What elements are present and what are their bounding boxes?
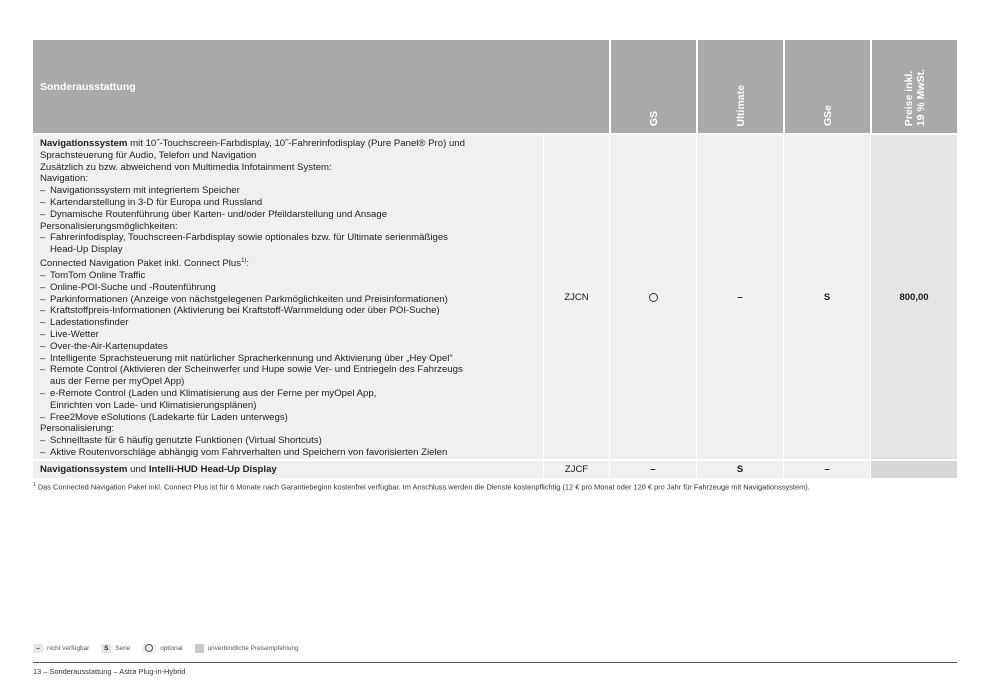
legend-item-price <box>195 644 299 653</box>
dash-icon: – <box>33 644 43 653</box>
desc-bullet: – Kartendarstellung in 3-D für Europa und Russland <box>40 197 540 209</box>
desc-bullet: – Schnelltaste für 6 häufig genutzte Funktionen (Virtual Shortcuts) <box>40 435 540 447</box>
desc-bullet: – Dynamische Routenführung über Karten- und/oder Pfeildarstellung und Ansage <box>40 209 540 221</box>
desc-bullet: – Online-POI-Suche und -Routenführung <box>40 282 540 294</box>
description-cell <box>33 461 543 478</box>
page-footer: 13 – Sonderausstattung – Astra Plug-in-Hybrid <box>33 667 186 676</box>
legend-label: nicht verfügbar <box>47 644 90 652</box>
header-col-gse <box>784 40 870 133</box>
desc-continuation: Einrichten von Lade- und Klimatisierungsplänen) <box>50 399 257 411</box>
desc-bullet: – TomTom Online Traffic <box>40 270 540 282</box>
footnote-mark: 1) <box>241 257 247 264</box>
header-col-gse-label: GSe <box>821 104 834 126</box>
table-row <box>33 135 957 459</box>
desc-line: mit 10˝-Touchscreen-Farbdisplay, 10˝-Fahrerinfodisplay (Pure Panel® Pro) und <box>130 138 465 149</box>
footnote <box>33 482 810 491</box>
header-col-ultimate <box>697 40 783 133</box>
header-col-price-label <box>902 69 926 126</box>
description-text <box>40 464 540 476</box>
desc-line: Navigation: <box>40 173 88 185</box>
desc-bullet: – Remote Control (Aktivieren der Scheinwerfer und Hupe sowie Ver- und Entriegeln des Fahrzeugs <box>40 364 540 376</box>
equipment-table <box>33 40 957 475</box>
legend-item-optional <box>142 644 182 653</box>
desc-bullet: – Kraftstoffpreis-Informationen (Aktivierung bei Kraftstoff-Warnmeldung oder über POI-Suche) <box>40 305 540 317</box>
legend-label: unverbindliche Preisempfehlung <box>207 644 299 652</box>
ultimate-cell: S <box>697 461 783 478</box>
footnote-mark: 1 <box>33 482 36 488</box>
desc-continuation: aus der Ferne per myOpel App) <box>50 376 185 388</box>
legend-label: optional <box>160 644 183 652</box>
desc-bullet: – Navigationssystem mit integriertem Speicher <box>40 185 540 197</box>
grey-box-icon <box>195 644 204 653</box>
footnote-text: Das Connected Navigation Paket inkl. Connect Plus ist für 6 Monate nach Garantiebeginn kostenfrei verfügbar. Im Anschluss werden die Dienste kostenpflichtig (12 € pro Monat oder 120 € pro Jahr für Fahrzeuge mit Navigationssystem). <box>37 482 810 492</box>
desc-connector: und <box>130 464 147 475</box>
desc-bullet: – Intelligente Sprachsteuerung mit natürlicher Spracherkennung und Aktivierung über „Hey Opel“ <box>40 353 540 365</box>
code-cell: ZJCN <box>544 135 609 459</box>
desc-bullet: – Parkinformationen (Anzeige von nächstgelegenen Parkmöglichkeiten und Preisinformationen) <box>40 294 540 306</box>
legend-label: Serie <box>115 644 131 652</box>
header-title: Sonderausstattung <box>40 81 136 93</box>
header-col-price <box>871 40 957 133</box>
gse-cell: S <box>784 135 870 459</box>
row-title: Navigationssystem <box>40 138 128 149</box>
desc-bullet: – Live-Wetter <box>40 329 540 341</box>
desc-bullet: – Over-the-Air-Kartenupdates <box>40 341 540 353</box>
gs-cell: – <box>610 461 696 478</box>
header-col-gs <box>610 40 696 133</box>
legend-item-standard <box>101 644 130 653</box>
description-cell <box>33 135 543 459</box>
desc-line: Personalisierungsmöglichkeiten: <box>40 220 178 232</box>
legend-item-not-available <box>33 644 89 653</box>
gs-cell <box>610 135 696 459</box>
desc-bullet: – Free2Move eSolutions (Ladekarte für Laden unterwegs) <box>40 412 540 424</box>
desc-bullet: – e-Remote Control (Laden und Klimatisierung aus der Ferne per myOpel App, <box>40 388 540 400</box>
description-text: Navigationssystem mit 10˝-Touchscreen-Farbdisplay, 10˝-Fahrerinfodisplay (Pure Panel® Pro) und Sprachsteuerung für Audio, Telefon und Navigation Zusätzlich zu bzw. abweichend von Multimedia Infotainment System: Navigation: – Navigationssystem mit integriertem Speicher – Kartendarstellung in 3-D für Europa und Russland – Dynamische Routenführung über Karten- und/oder Pfeildarstellung und Ansage Personalisierungsmöglichkeiten: – Fahrerinfodisplay, Touchscreen-Farbdisplay sowie optionales bzw. für Ultimate serienmäßiges Head-Up Display Connected Navigation Paket inkl. Connect Plus$^{1)}$: – TomTom Online Traffic – Online-POI-Suche und -Routenführung – Parkinformationen (Anzeige von nächstgelegenen Parkmöglichkeiten und Preisinformationen) – Kraftstoffpreis-Informationen (Aktivierung bei Kraftstoff-Warnmeldung oder über POI-Suche) – Ladestationsfinder – Live-Wetter – Over-the-Air-Kartenupdates – Intelligente Sprachsteuerung mit natürlicher Spracherkennung und Aktivierung über „Hey Opel“ – Remote Control (Aktivieren der Scheinwerfer und Hupe sowie Ver- und Entriegeln des Fahrzeugs aus der Ferne per myOpel App) – e-Remote Control (Laden und Klimatisierung aus der Ferne per myOpel App, Einrichten von Lade- und Klimatisierungsplänen) – Free2Move eSolutions (Ladekarte für Laden unterwegs) Personalisierung: – Schnelltaste für 6 häufig genutzte Funktionen (Virtual Shortcuts) – Aktive Routenvorschläge abhängig vom Fahrverhalten und Speichern von favorisierten Zielen <box>40 138 540 459</box>
desc-line: Sprachsteuerung für Audio, Telefon und Navigation <box>40 149 257 161</box>
code-cell: ZJCF <box>544 461 609 478</box>
legend <box>33 643 311 653</box>
row-title-2: Intelli-HUD Head-Up Display <box>148 464 277 475</box>
desc-line: Connected Navigation Paket inkl. Connect Plus <box>40 258 242 270</box>
desc-continuation: Head-Up Display <box>50 244 123 256</box>
row-title: Navigationssystem <box>40 464 128 475</box>
ultimate-cell: – <box>697 135 783 459</box>
desc-line: Personalisierung: <box>40 423 115 435</box>
desc-bullet: – Ladestationsfinder <box>40 317 540 329</box>
table-header <box>33 40 957 133</box>
price-label-line2: 19 % MwSt. <box>914 68 927 126</box>
desc-bullet: – Fahrerinfodisplay, Touchscreen-Farbdisplay sowie optionales bzw. für Ultimate serienmäßiges <box>40 232 540 244</box>
optional-circle-icon <box>649 293 658 302</box>
header-col-ultimate-label: Ultimate <box>734 84 747 126</box>
price-label-line1: Preise inkl. <box>902 70 915 126</box>
price-cell: 800,00 <box>871 135 957 459</box>
desc-line: Zusätzlich zu bzw. abweichend von Multimedia Infotainment System: <box>40 161 332 173</box>
footer-divider <box>33 662 957 663</box>
gse-cell: – <box>784 461 870 478</box>
header-title-cell <box>33 40 609 133</box>
price-cell <box>871 461 957 478</box>
table-row <box>33 461 957 478</box>
circle-icon <box>142 644 156 653</box>
s-icon: S <box>101 644 111 653</box>
header-col-gs-label: GS <box>647 110 660 126</box>
desc-bullet: – Aktive Routenvorschläge abhängig vom Fahrverhalten und Speichern von favorisierten Zielen <box>40 447 540 459</box>
